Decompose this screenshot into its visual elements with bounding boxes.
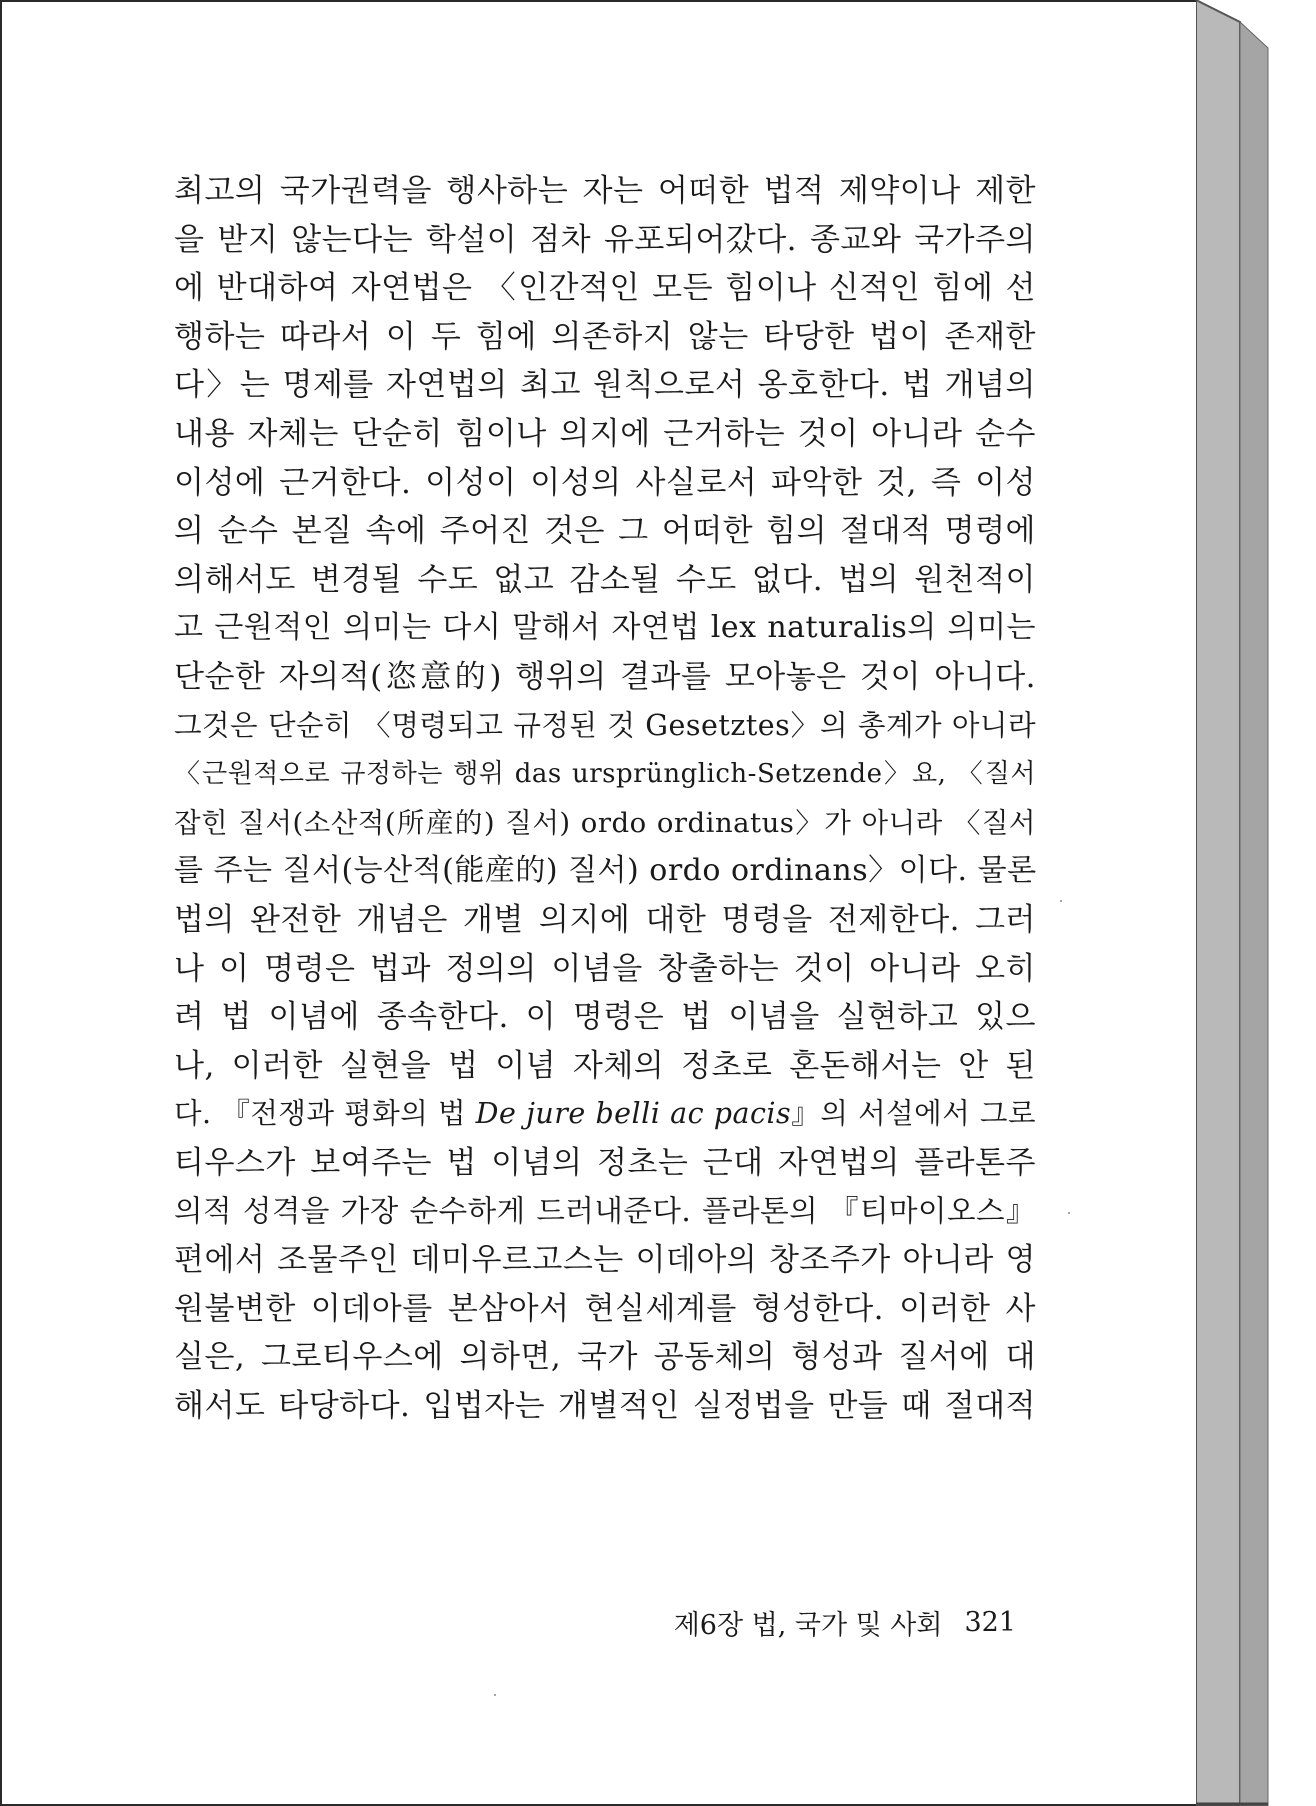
text-line: 의해서도 변경될 수도 없고 감소될 수도 없다. 법의 원천적이: [174, 561, 1036, 598]
scan-speck: [1068, 1212, 1070, 1214]
text-line: 다〉는 명제를 자연법의 최고 원칙으로서 옹호한다. 법 개념의: [174, 367, 1036, 404]
latin-book-title: De jure belli ac pacis: [475, 1097, 792, 1131]
text-segment: 다. 『전쟁과 평화의 법: [174, 1097, 476, 1131]
text-line: 행하는 따라서 이 두 힘에 의존하지 않는 타당한 법이 존재한: [174, 318, 1036, 355]
page-footer: [652, 1602, 1016, 1642]
text-line: 의 순수 본질 속에 주어진 것은 그 어떠한 힘의 절대적 명령에: [174, 513, 1036, 550]
text-line: 내용 자체는 단순히 힘이나 의지에 근거하는 것이 아니라 순수: [174, 415, 1036, 452]
text-line: 법의 완전한 개념은 개별 의지에 대한 명령을 전제한다. 그러: [174, 901, 1036, 938]
text-line: 그것은 단순히 〈명령되고 규정된 것 Gesetztes〉의 총계가 아니라: [174, 708, 1036, 742]
text-segment: 』의 서설에서 그로: [791, 1097, 1036, 1131]
text-line: 려 법 이념에 종속한다. 이 명령은 법 이념을 실현하고 있으: [174, 999, 1036, 1036]
text-line: 원불변한 이데아를 본삼아서 현실세계를 형성한다. 이러한 사: [174, 1290, 1036, 1327]
page-edge-shadow: [1196, 0, 1316, 1806]
text-line: 를 주는 질서(능산적(能産的) 질서) ordo ordinans〉이다. 물론: [174, 853, 1037, 889]
page-number: 321: [964, 1606, 1016, 1638]
body-text: [174, 167, 1036, 1430]
text-line: 단순한 자의적(恣意的) 행위의 결과를 모아놓은 것이 아니다.: [174, 658, 1036, 695]
scan-speck: [494, 1694, 496, 1696]
text-line: 최고의 국가권력을 행사하는 자는 어떠한 법적 제약이나 제한: [174, 173, 1036, 209]
running-footer-chapter: 제6장 법, 국가 및 사회: [673, 1609, 943, 1641]
text-line: 에 반대하여 자연법은 〈인간적인 모든 힘이나 신적인 힘에 선: [174, 270, 1036, 307]
text-line-with-title: [174, 1090, 1036, 1139]
text-line: 의적 성격을 가장 순수하게 드러내준다. 플라톤의 『티마이오스』: [174, 1194, 1036, 1229]
text-line: 실은, 그로티우스에 의하면, 국가 공동체의 형성과 질서에 대: [174, 1339, 1036, 1376]
text-line: 잡힌 질서(소산적(所産的) 질서) ordo ordinatus〉가 아니라 〈질서: [174, 806, 1036, 839]
text-line: 해서도 타당하다. 입법자는 개별적인 실정법을 만들 때 절대적: [174, 1387, 1036, 1424]
text-line: 〈근원적으로 규정하는 행위 das ursprünglich-Setzende〉요, 〈질서: [174, 759, 1036, 790]
text-line: 나 이 명령은 법과 정의의 이념을 창출하는 것이 아니라 오히: [174, 950, 1036, 987]
scan-speck: [1060, 900, 1062, 902]
text-line: 티우스가 보여주는 법 이념의 정초는 근대 자연법의 플라톤주: [174, 1144, 1036, 1181]
text-line: 이성에 근거한다. 이성이 이성의 사실로서 파악한 것, 즉 이성: [174, 464, 1036, 501]
text-line: 편에서 조물주인 데미우르고스는 이데아의 창조주가 아니라 영: [174, 1242, 1036, 1279]
text-line: 고 근원적인 의미는 다시 말해서 자연법 lex naturalis의 의미는: [174, 610, 1036, 646]
text-line: 을 받지 않는다는 학설이 점차 유포되어갔다. 종교와 국가주의: [174, 221, 1036, 258]
text-line: 나, 이러한 실현을 법 이념 자체의 정초로 혼돈해서는 안 된: [174, 1047, 1036, 1084]
